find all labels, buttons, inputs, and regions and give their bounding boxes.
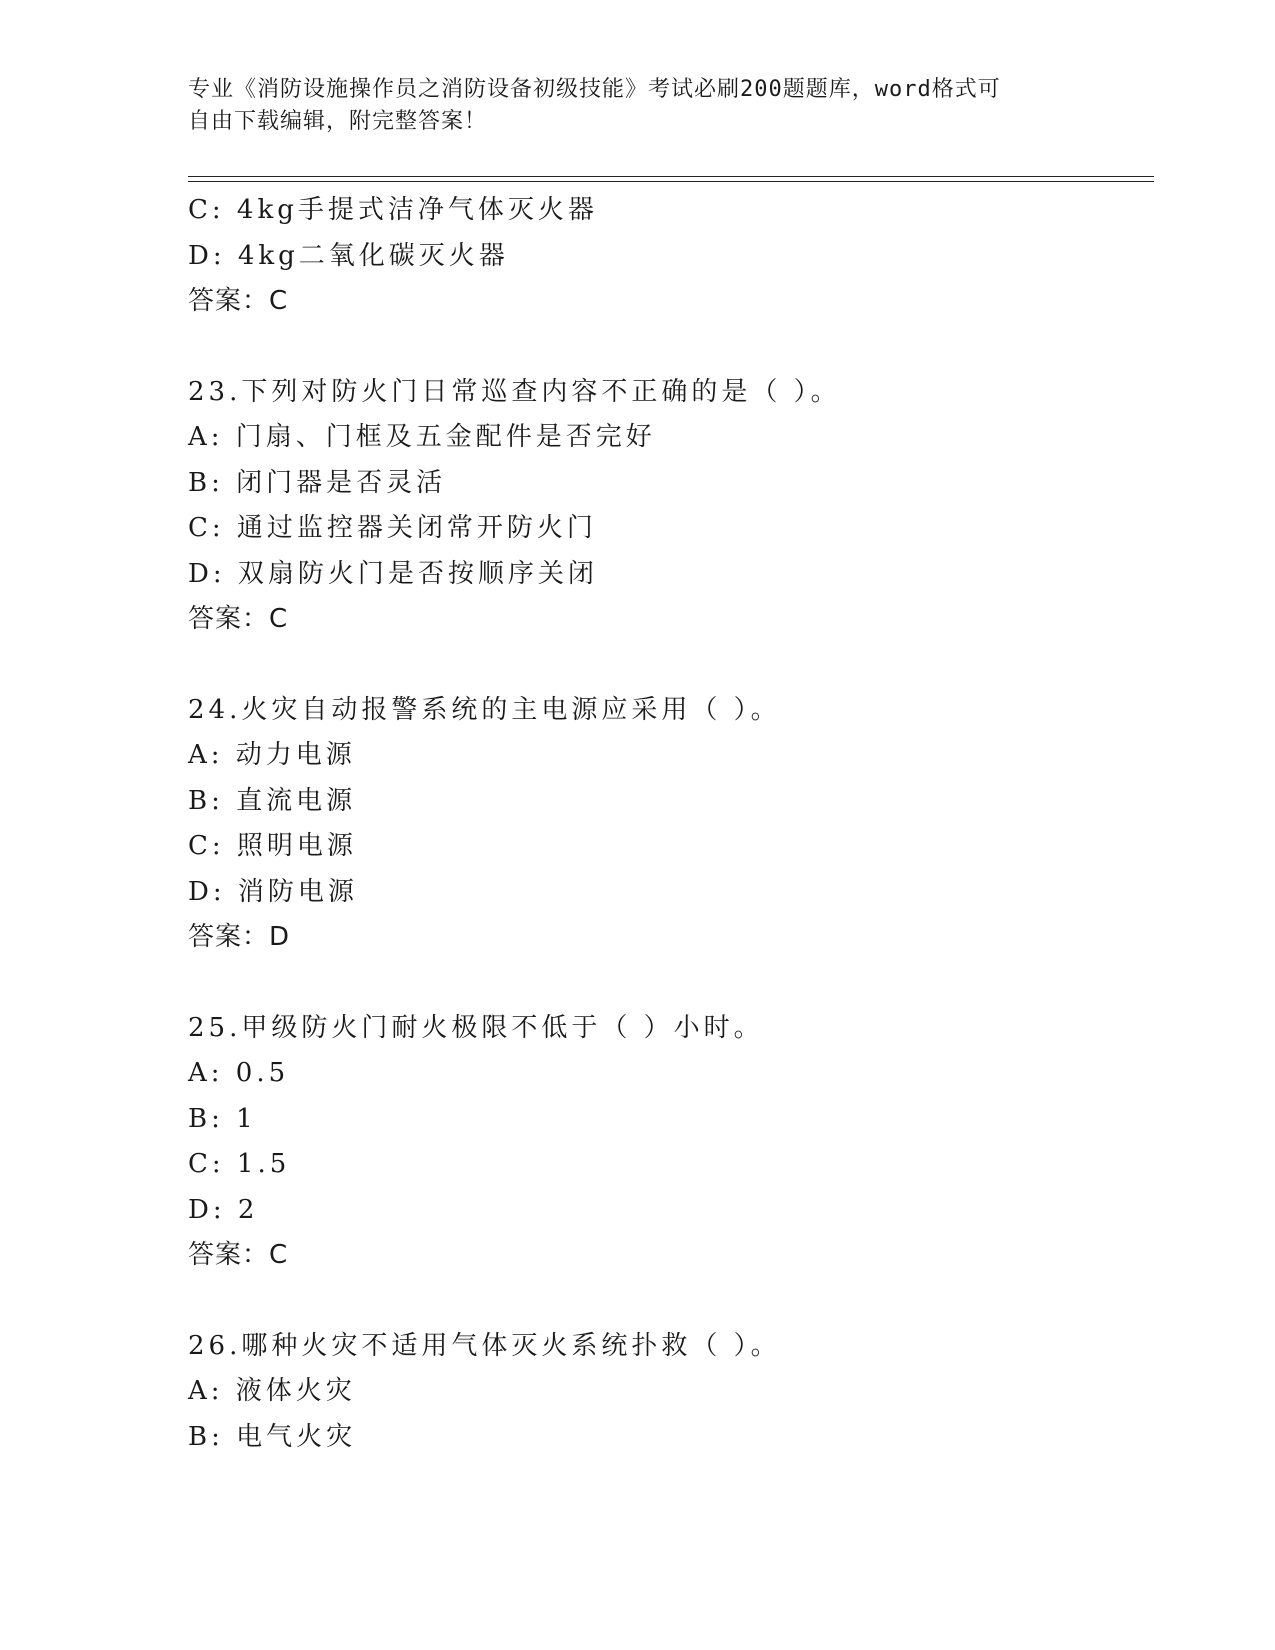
question-block [188, 370, 1148, 643]
document-header [188, 74, 1088, 138]
option-line: B: 电气火灾 [188, 1421, 357, 1452]
option-line: D: 4kg二氧化碳灭火器 [188, 240, 509, 271]
answer-line: 答案：C [188, 604, 289, 634]
option-line: A: 动力电源 [188, 740, 356, 770]
question-stem: 24.火灾自动报警系统的主电源应采用（ ）。 [188, 694, 781, 725]
header-divider-bottom [188, 181, 1154, 182]
option-line: C: 照明电源 [188, 831, 357, 861]
question-stem: 25.甲级防火门耐火极限不低于（ ）小时。 [188, 1012, 764, 1043]
question-stem: 23.下列对防火门日常巡查内容不正确的是（ ）。 [188, 376, 841, 407]
header-divider-top [188, 176, 1154, 177]
question-block [188, 1006, 1148, 1279]
question-stem: 26.哪种火灾不适用气体灭火系统扑救（ ）。 [188, 1330, 781, 1361]
option-line: A: 液体火灾 [188, 1376, 356, 1406]
option-line: B: 1 [188, 1103, 257, 1134]
header-title-line-1: 专业《消防设施操作员之消防设备初级技能》考试必刷200题题库，word格式可 [188, 77, 1001, 102]
question-block [188, 688, 1148, 961]
option-line: D: 双扇防火门是否按顺序关闭 [188, 558, 598, 589]
carryover-block [188, 188, 1148, 325]
option-line: B: 闭门器是否灵活 [188, 467, 447, 498]
option-line: C: 1.5 [188, 1149, 291, 1179]
option-line: D: 2 [188, 1194, 259, 1225]
question-block [188, 1324, 1148, 1461]
option-line: B: 直流电源 [188, 785, 357, 816]
option-line: A: 门扇、门框及五金配件是否完好 [188, 422, 656, 452]
option-line: C: 4kg手提式洁净气体灭火器 [188, 195, 598, 225]
answer-line: 答案：C [188, 286, 289, 316]
option-line: C: 通过监控器关闭常开防火门 [188, 513, 597, 543]
header-title-line-2: 自由下载编辑，附完整答案！ [188, 109, 488, 134]
answer-line: 答案：D [188, 922, 291, 952]
option-line: D: 消防电源 [188, 876, 358, 907]
answer-line: 答案：C [188, 1240, 289, 1270]
option-line: A: 0.5 [188, 1058, 290, 1088]
question-list [188, 188, 1148, 1460]
